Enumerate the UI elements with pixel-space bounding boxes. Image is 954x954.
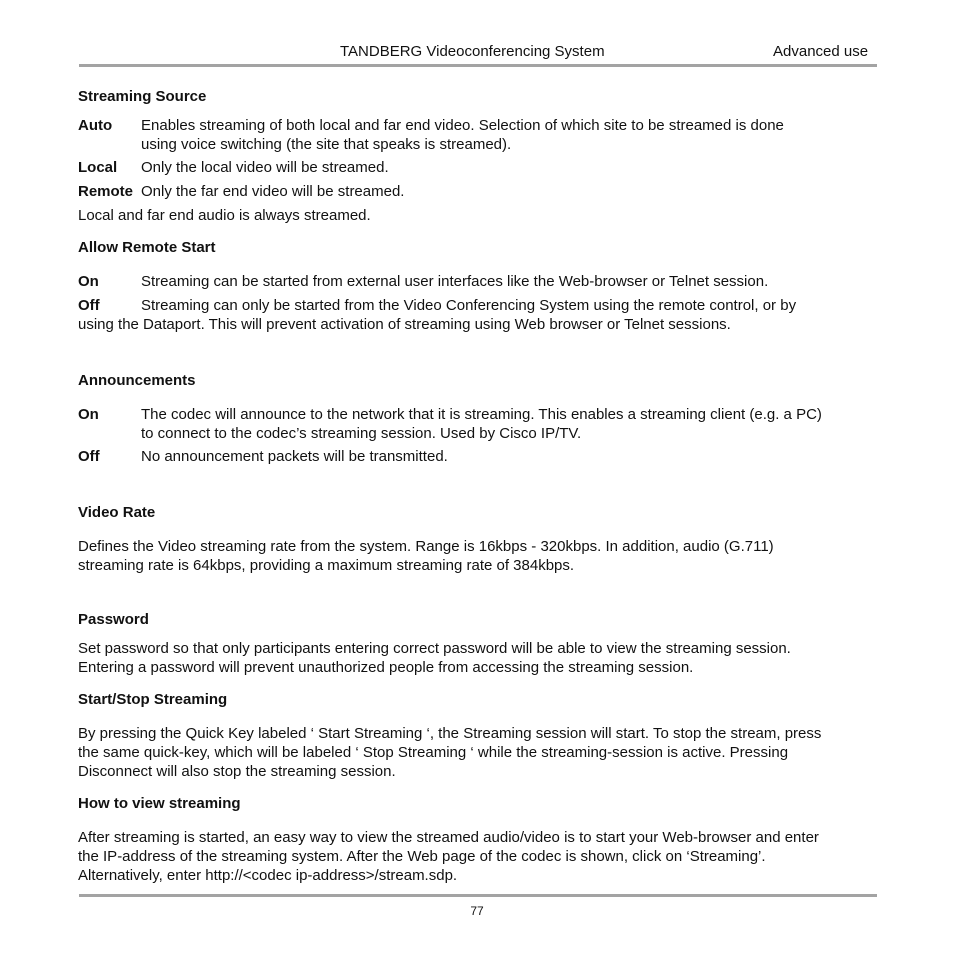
def-announce-off: No announcement packets will be transmitted. xyxy=(141,448,448,465)
how-to-view-line3: Alternatively, enter http://<codec ip-address>/stream.sdp. xyxy=(78,867,458,884)
def-local: Only the local video will be streamed. xyxy=(141,159,389,176)
term-remote: Remote xyxy=(78,183,134,200)
start-stop-line2: the same quick-key, which will be labeled ‘ Stop Streaming ‘ while the streaming-session is active. Pressing xyxy=(78,744,789,761)
how-to-view-line2: the IP-address of the streaming system. After the Web page of the codec is shown, click on ‘Streaming’. xyxy=(78,848,766,865)
term-announce-on: On xyxy=(78,406,99,423)
video-rate-line2: streaming rate is 64kbps, providing a maximum streaming rate of 384kbps. xyxy=(78,557,575,574)
start-stop-line1: By pressing the Quick Key labeled ‘ Start Streaming ‘, the Streaming session will start. To stop the stream, press xyxy=(78,725,822,742)
heading-password: Password xyxy=(78,611,149,628)
term-auto: Auto xyxy=(78,117,113,134)
def-auto-line1: Enables streaming of both local and far end video. Selection of which site to be streamed is done xyxy=(141,117,784,134)
heading-start-stop-streaming: Start/Stop Streaming xyxy=(78,691,228,708)
heading-video-rate: Video Rate xyxy=(78,504,156,521)
password-line1: Set password so that only participants entering correct password will be able to view the streaming session. xyxy=(78,640,791,657)
def-announce-on-line1: The codec will announce to the network that it is streaming. This enables a streaming client (e.g. a PC) xyxy=(141,406,822,423)
audio-note: Local and far end audio is always streamed. xyxy=(78,207,371,224)
def-auto-line2: using voice switching (the site that speaks is streamed). xyxy=(141,136,512,153)
footer-rule xyxy=(79,894,877,897)
def-remote-off-line2: using the Dataport. This will prevent activation of streaming using Web browser or Telnet sessions. xyxy=(78,316,731,333)
def-announce-on-line2: to connect to the codec’s streaming session. Used by Cisco IP/TV. xyxy=(141,425,582,442)
how-to-view-line1: After streaming is started, an easy way to view the streamed audio/video is to start your Web-browser and enter xyxy=(78,829,819,846)
section-name: Advanced use xyxy=(773,43,869,60)
def-remote-off-line1: Streaming can only be started from the Video Conferencing System using the remote control, or by xyxy=(141,297,797,314)
term-local: Local xyxy=(78,159,118,176)
page-number: 77 xyxy=(470,904,484,918)
term-remote-off: Off xyxy=(78,297,100,314)
heading-announcements: Announcements xyxy=(78,372,196,389)
password-line2: Entering a password will prevent unauthorized people from accessing the streaming session. xyxy=(78,659,694,676)
def-remote-on: Streaming can be started from external user interfaces like the Web-browser or Telnet session. xyxy=(141,273,769,290)
heading-allow-remote-start: Allow Remote Start xyxy=(78,239,216,256)
start-stop-line3: Disconnect will also stop the streaming session. xyxy=(78,763,396,780)
header-rule xyxy=(79,64,877,67)
video-rate-line1: Defines the Video streaming rate from the system. Range is 16kbps - 320kbps. In addition, audio (G.711) xyxy=(78,538,774,555)
term-announce-off: Off xyxy=(78,448,100,465)
heading-how-to-view: How to view streaming xyxy=(78,795,241,812)
heading-streaming-source: Streaming Source xyxy=(78,88,207,105)
def-remote: Only the far end video will be streamed. xyxy=(141,183,405,200)
term-remote-on: On xyxy=(78,273,99,290)
document-title: TANDBERG Videoconferencing System xyxy=(340,43,605,60)
